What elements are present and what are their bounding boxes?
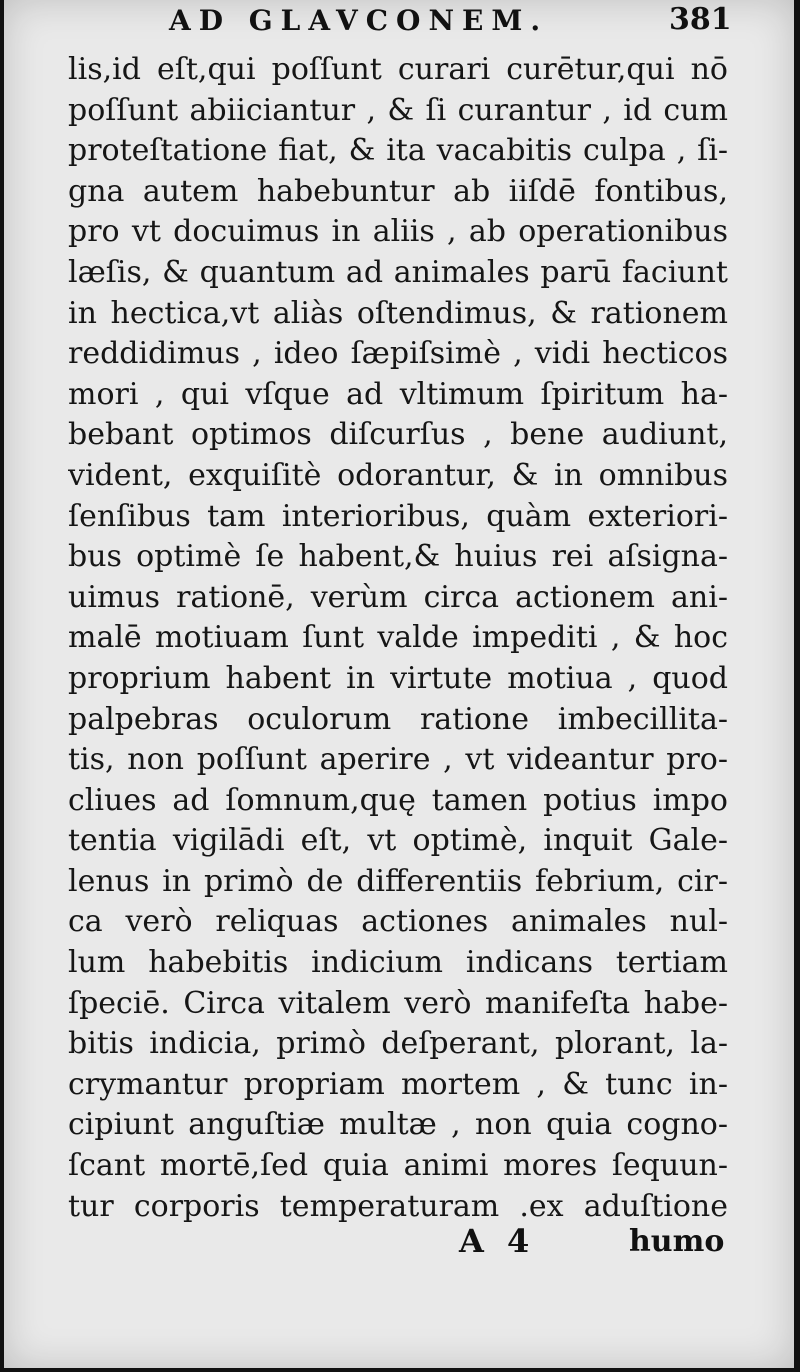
text-line: poſſunt abiiciantur , & ſi curantur , id cum (68, 92, 728, 128)
page-footer (4, 1222, 794, 1262)
text-line: mori , qui vſque ad vltimum ſpiritum ha- (68, 376, 728, 412)
text-line: gna autem habebuntur ab iiſdē fontibus, (68, 173, 728, 209)
text-line: lum habebitis indicium indicans tertiam (68, 945, 728, 981)
text-line: ſcant mortē,ſed quia animi mores ſequun- (68, 1148, 728, 1184)
text-line: tentia vigilādi eſt, vt optimè, inquit Gale- (68, 823, 728, 859)
text-line: tur corporis temperaturam .ex aduſtione (68, 1188, 728, 1224)
running-title: AD GLAVCONEM. (169, 4, 549, 37)
text-line: proteſtatione fiat, & ita vacabitis culpa , ſi- (68, 133, 728, 169)
text-line: malē motiuam ſunt valde impediti , & hoc (68, 620, 728, 656)
text-line: læſis, & quantum ad animales parū faciunt (68, 254, 728, 290)
text-line: reddidimus , ideo ſæpiſsimè , vidi hecticos (68, 336, 728, 372)
page-number: 381 (669, 2, 732, 37)
signature-mark: A 4 (459, 1222, 536, 1260)
text-line: ca verò reliquas actiones animales nul- (68, 904, 728, 940)
text-line: bitis indicia, primò deſperant, plorant, la- (68, 1026, 728, 1062)
text-line: cipiunt anguſtiæ multæ , non quia cogno- (68, 1107, 728, 1143)
text-line: lenus in primò de differentiis febrium, cir- (68, 863, 728, 899)
text-line: in hectica,vt aliàs oſtendimus, & rationem (68, 295, 728, 331)
text-line: cliues ad ſomnum,quę tamen potius impo (68, 782, 728, 818)
text-line: uimus rationē, verùm circa actionem ani- (68, 579, 728, 615)
catchword: humo (629, 1224, 725, 1259)
text-line: bus optimè ſe habent,& huius rei aſsigna- (68, 539, 728, 575)
text-line: lis,id eſt,qui poſſunt curari curētur,qui nō (68, 52, 728, 87)
text-line: palpebras oculorum ratione imbecillita- (68, 701, 728, 737)
text-line: vident, exquiſitè odorantur, & in omnibus (68, 457, 728, 493)
text-line: crymantur propriam mortem , & tunc in- (68, 1066, 728, 1102)
text-line: proprium habent in virtute motiua , quod (68, 660, 728, 696)
text-block (68, 50, 728, 1227)
text-line: pro vt docuimus in aliis , ab operationibus (68, 214, 728, 250)
text-line: ſpeciē. Circa vitalem verò manifeſta habe- (68, 985, 728, 1021)
book-page (4, 0, 794, 1368)
text-line: bebant optimos diſcurſus , bene audiunt, (68, 417, 728, 453)
text-line: tis, non poſſunt aperire , vt videantur pro- (68, 742, 728, 778)
text-line: ſenſibus tam interioribus, quàm exteriori- (68, 498, 728, 534)
